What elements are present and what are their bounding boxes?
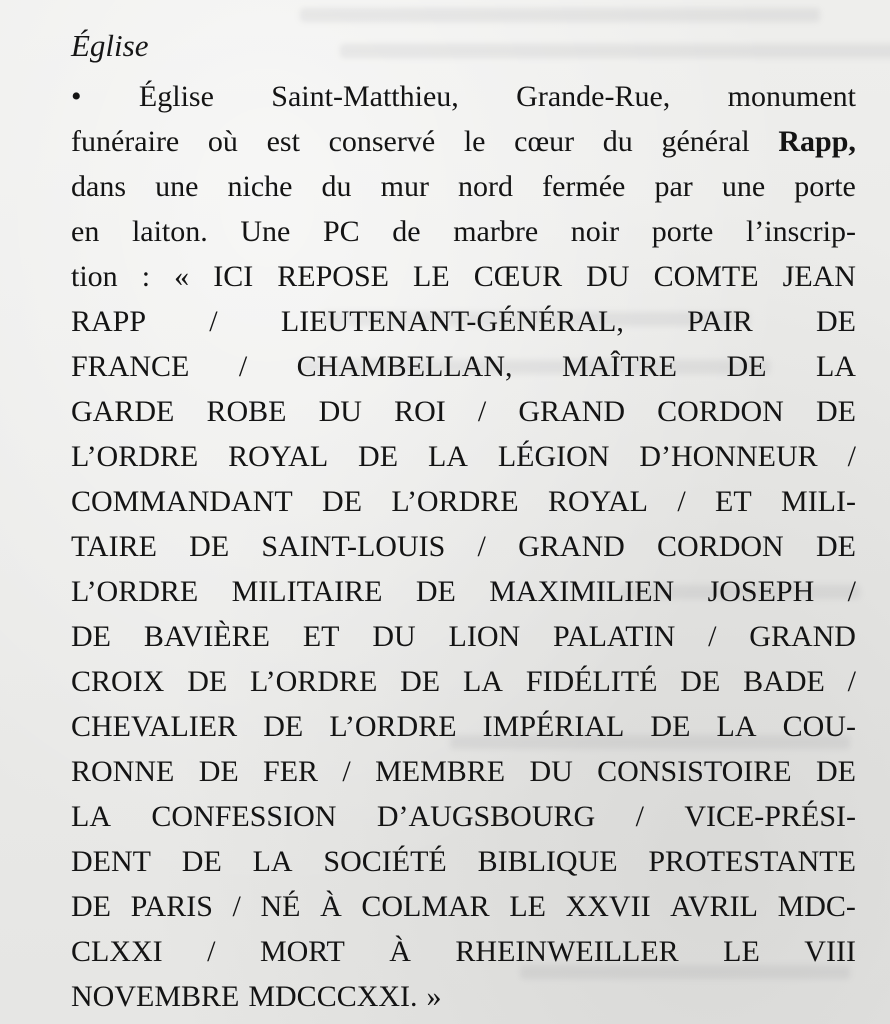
word: / bbox=[635, 800, 644, 833]
word: porte bbox=[651, 215, 714, 248]
word: FER bbox=[263, 755, 319, 788]
word: DENT bbox=[71, 845, 151, 878]
word: MEMBRE bbox=[375, 755, 506, 788]
word: ET bbox=[302, 620, 340, 653]
word: L’ORDRE bbox=[71, 575, 199, 608]
word: CONFESSION bbox=[151, 800, 337, 833]
word: FRANCE bbox=[71, 350, 190, 383]
word: SAINT-LOUIS bbox=[261, 530, 446, 563]
word: LA bbox=[716, 710, 757, 743]
word: où bbox=[207, 125, 238, 158]
word: MORT bbox=[259, 935, 345, 968]
bullet-glyph: • bbox=[71, 80, 82, 113]
word: COMMANDANT bbox=[71, 485, 293, 518]
word: / bbox=[847, 665, 856, 698]
word: LE bbox=[509, 890, 546, 923]
word: DE bbox=[680, 665, 721, 698]
word: NOVEMBRE bbox=[71, 980, 240, 1013]
text-line bbox=[71, 74, 856, 119]
word: BIBLIQUE bbox=[477, 845, 618, 878]
word: mur bbox=[380, 170, 429, 203]
word: CORDON bbox=[657, 395, 784, 428]
word: le bbox=[463, 125, 486, 158]
word: LE bbox=[413, 260, 450, 293]
word: niche bbox=[227, 170, 293, 203]
word: DE bbox=[181, 845, 222, 878]
word: PAIR bbox=[687, 305, 753, 338]
word: noir bbox=[570, 215, 620, 248]
text-line bbox=[71, 209, 856, 254]
word: » bbox=[426, 980, 442, 1013]
text-line bbox=[71, 929, 856, 974]
word: BADE bbox=[743, 665, 825, 698]
word: JEAN bbox=[782, 260, 856, 293]
text-line bbox=[71, 569, 856, 614]
word: de bbox=[392, 215, 421, 248]
word: porte bbox=[794, 170, 856, 203]
word: GRAND bbox=[518, 530, 625, 563]
word: DE bbox=[358, 440, 399, 473]
word: LA bbox=[427, 440, 468, 473]
word: DE bbox=[400, 665, 441, 698]
word: DE bbox=[415, 575, 456, 608]
word: MILI- bbox=[781, 485, 856, 518]
word: DE bbox=[189, 530, 230, 563]
word: DE bbox=[815, 530, 856, 563]
text-line bbox=[71, 254, 856, 299]
word: XXVII bbox=[565, 890, 651, 923]
word: du bbox=[602, 125, 633, 158]
word: DE bbox=[71, 890, 111, 923]
text-line bbox=[71, 119, 856, 164]
word: PALATIN bbox=[553, 620, 676, 653]
word: À bbox=[389, 935, 411, 968]
word: / bbox=[708, 620, 717, 653]
word: L’ORDRE bbox=[71, 440, 199, 473]
word: / bbox=[238, 350, 248, 383]
word: GRAND bbox=[749, 620, 856, 653]
word: / bbox=[477, 530, 486, 563]
word: SOCIÉTÉ bbox=[323, 845, 447, 878]
word: LÉGION bbox=[497, 440, 610, 473]
word: LE bbox=[723, 935, 760, 968]
text-line bbox=[71, 614, 856, 659]
word: DE bbox=[816, 305, 856, 338]
word: / bbox=[677, 485, 686, 518]
text-line bbox=[71, 434, 856, 479]
word: DE bbox=[187, 665, 228, 698]
word: DE bbox=[815, 395, 856, 428]
word: une bbox=[155, 170, 199, 203]
word: est bbox=[266, 125, 300, 158]
word: conservé bbox=[328, 125, 436, 158]
word: DE bbox=[263, 710, 304, 743]
word: du bbox=[321, 170, 352, 203]
word: À bbox=[320, 890, 342, 923]
word: CORDON bbox=[657, 530, 784, 563]
word: FIDÉLITÉ bbox=[525, 665, 658, 698]
word: PROTESTANTE bbox=[648, 845, 856, 878]
word: ET bbox=[715, 485, 752, 518]
text-line bbox=[71, 164, 856, 209]
word: MDCCCXXI. bbox=[248, 980, 418, 1013]
word: DU bbox=[372, 620, 416, 653]
word: AVRIL bbox=[670, 890, 758, 923]
word: marbre bbox=[453, 215, 539, 248]
word: LION bbox=[448, 620, 521, 653]
word: MDC- bbox=[777, 890, 856, 923]
word: nord bbox=[458, 170, 514, 203]
word: DE bbox=[726, 350, 767, 383]
word: BAVIÈRE bbox=[143, 620, 270, 653]
word: tion bbox=[71, 260, 118, 293]
word: Grande-Rue, bbox=[516, 80, 671, 113]
word: ROYAL bbox=[228, 440, 329, 473]
word: DU bbox=[529, 755, 573, 788]
word: PARIS bbox=[130, 890, 213, 923]
word: RHEINWEILLER bbox=[455, 935, 679, 968]
word: / bbox=[847, 440, 856, 473]
word: CROIX bbox=[71, 665, 165, 698]
word: LA bbox=[252, 845, 293, 878]
word: TAIRE bbox=[71, 530, 157, 563]
word: ROYAL bbox=[547, 485, 648, 518]
word: DE bbox=[815, 755, 856, 788]
text-line bbox=[71, 524, 856, 569]
word: DE bbox=[650, 710, 691, 743]
word: laiton. bbox=[131, 215, 208, 248]
word: MILITAIRE bbox=[231, 575, 383, 608]
word: D’AUGSBOURG bbox=[376, 800, 596, 833]
word: / bbox=[232, 890, 241, 923]
text-line bbox=[71, 704, 856, 749]
word: LA bbox=[71, 800, 111, 833]
word: général bbox=[661, 125, 750, 158]
word: cœur bbox=[514, 125, 575, 158]
word: COU- bbox=[782, 710, 856, 743]
word: PC bbox=[322, 215, 360, 248]
text-line bbox=[71, 749, 856, 794]
word: Saint-Matthieu, bbox=[271, 80, 459, 113]
text-line bbox=[71, 884, 856, 929]
word: CLXXI bbox=[71, 935, 163, 968]
word: : bbox=[141, 260, 151, 293]
word: ICI bbox=[213, 260, 254, 293]
word: RAPP bbox=[71, 305, 147, 338]
word: / bbox=[207, 935, 216, 968]
word: DE bbox=[71, 620, 111, 653]
word: Une bbox=[240, 215, 291, 248]
text-line bbox=[71, 299, 856, 344]
word: VIII bbox=[804, 935, 856, 968]
word: ROBE bbox=[206, 395, 287, 428]
word: JOSEPH bbox=[707, 575, 815, 608]
word: LA bbox=[462, 665, 503, 698]
word: / bbox=[342, 755, 351, 788]
word: GRAND bbox=[518, 395, 626, 428]
word: CHAMBELLAN, bbox=[296, 350, 513, 383]
word: une bbox=[721, 170, 766, 203]
word: MAXIMILIEN bbox=[489, 575, 675, 608]
text-line bbox=[71, 479, 856, 524]
word: / bbox=[847, 575, 856, 608]
word: NÉ bbox=[260, 890, 301, 923]
word: L’ORDRE bbox=[391, 485, 519, 518]
word: LIEUTENANT-GÉNÉRAL, bbox=[280, 305, 624, 338]
word: monument bbox=[727, 80, 856, 113]
word: CONSISTOIRE bbox=[597, 755, 792, 788]
word: VICE-PRÉSI- bbox=[684, 800, 856, 833]
word: / bbox=[209, 305, 218, 338]
text-line bbox=[71, 974, 856, 1019]
word: en bbox=[71, 215, 100, 248]
text-line bbox=[71, 839, 856, 884]
word: dans bbox=[71, 170, 126, 203]
word: ROI bbox=[394, 395, 446, 428]
word: MAÎTRE bbox=[562, 350, 677, 383]
text-line bbox=[71, 794, 856, 839]
word: « bbox=[174, 260, 190, 293]
word: D’HONNEUR bbox=[639, 440, 818, 473]
word: l’inscrip- bbox=[745, 215, 856, 248]
word: Église bbox=[138, 80, 214, 113]
bold-word: Rapp, bbox=[778, 125, 856, 158]
text-line bbox=[71, 659, 856, 704]
word: par bbox=[654, 170, 693, 203]
word: REPOSE bbox=[277, 260, 389, 293]
word: funéraire bbox=[71, 125, 180, 158]
word: LA bbox=[815, 350, 856, 383]
word: L’ORDRE bbox=[250, 665, 378, 698]
word: DE bbox=[322, 485, 363, 518]
text-line bbox=[71, 344, 856, 389]
word: CHEVALIER bbox=[71, 710, 238, 743]
word: DU bbox=[318, 395, 362, 428]
word: RONNE bbox=[71, 755, 175, 788]
inscription-paragraph bbox=[71, 74, 856, 1019]
word: IMPÉRIAL bbox=[482, 710, 625, 743]
word: L’ORDRE bbox=[329, 710, 457, 743]
word: / bbox=[477, 395, 487, 428]
word: CŒUR bbox=[473, 260, 563, 293]
word: DU bbox=[586, 260, 630, 293]
word: GARDE bbox=[71, 395, 175, 428]
word: COMTE bbox=[653, 260, 759, 293]
word: fermée bbox=[542, 170, 626, 203]
word: COLMAR bbox=[361, 890, 490, 923]
section-title: Église bbox=[71, 28, 149, 63]
text-line bbox=[71, 389, 856, 434]
word: DE bbox=[198, 755, 239, 788]
